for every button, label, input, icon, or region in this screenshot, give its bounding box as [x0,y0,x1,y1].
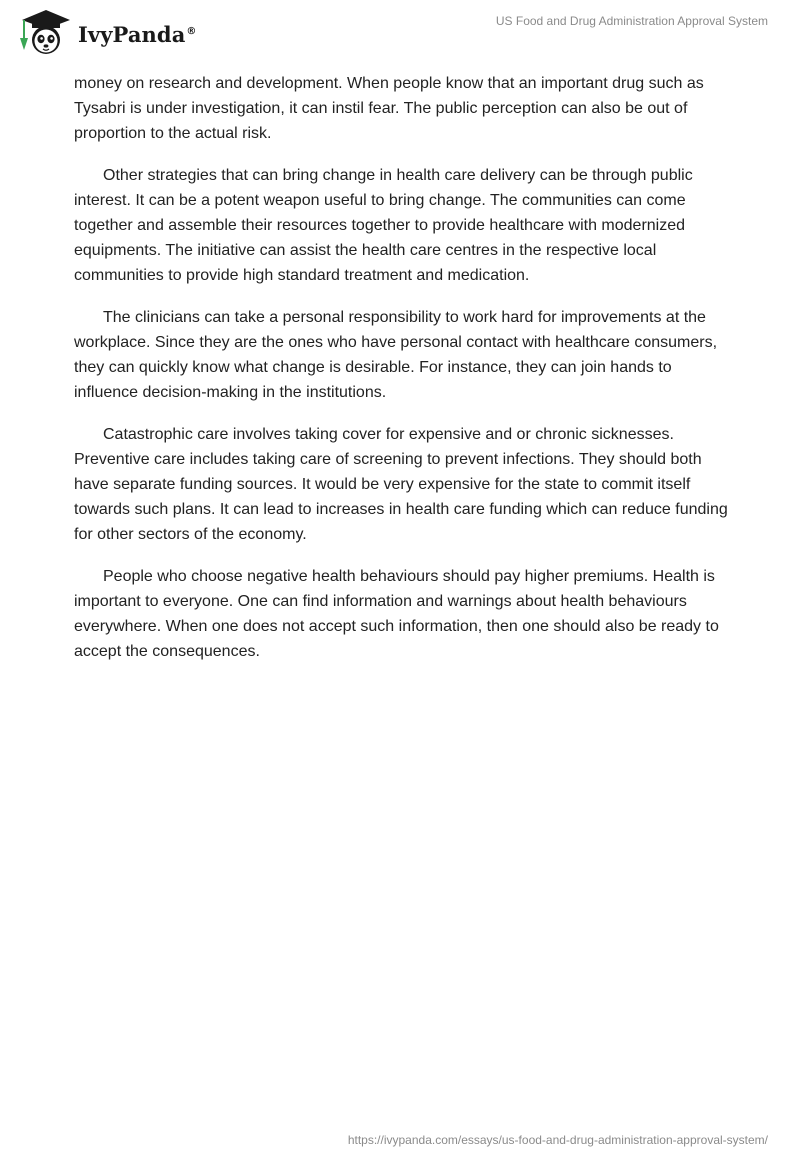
paragraph: People who choose negative health behaviours should pay higher premiums. Health is important to everyone. One can find information and warnings about health behaviours everywhere. When one does not accept such information, then one should also be ready to accept the consequences. [74,568,719,660]
brand-name: IvyPanda® [78,21,197,47]
registered-mark: ® [186,25,197,37]
source-url-link[interactable]: https://ivypanda.com/essays/us-food-and-drug-administration-approval-system/ [347,1133,768,1147]
ivypanda-logo[interactable] [16,8,197,56]
essay-body [74,71,734,681]
paragraph-continued: money on research and development. When people know that an important drug such as Tysabri is under investigation, it can instil fear. The public perception can also be out of proportion to the actual risk. [74,75,704,142]
page-header [0,0,800,64]
paragraph: The clinicians can take a personal responsibility to work hard for improvements at the workplace. Since they are the ones who have personal contact with healthcare consumers, they can quickly know what change is desirable. For instance, they can join hands to influence decision-making in the institutions. [74,309,718,401]
paragraph: Other strategies that can bring change in health care delivery can be through public interest. It can be a potent weapon useful to bring change. The communities can come together and assemble their resources together to provide healthcare with modernized equipments. The initiative can assist the health care centres in the respective local communities to provide high standard treatment and medication. [74,167,693,284]
panda-graduate-icon [16,8,74,56]
paragraph: Catastrophic care involves taking cover for expensive and or chronic sicknesses. Preventive care includes taking care of screening to prevent infections. They should both have separate funding sources. It would be very expensive for the state to commit itself towards such plans. It can lead to increases in health care funding which can reduce funding for other sectors of the economy. [74,426,728,543]
document-title: US Food and Drug Administration Approval System [495,14,768,28]
